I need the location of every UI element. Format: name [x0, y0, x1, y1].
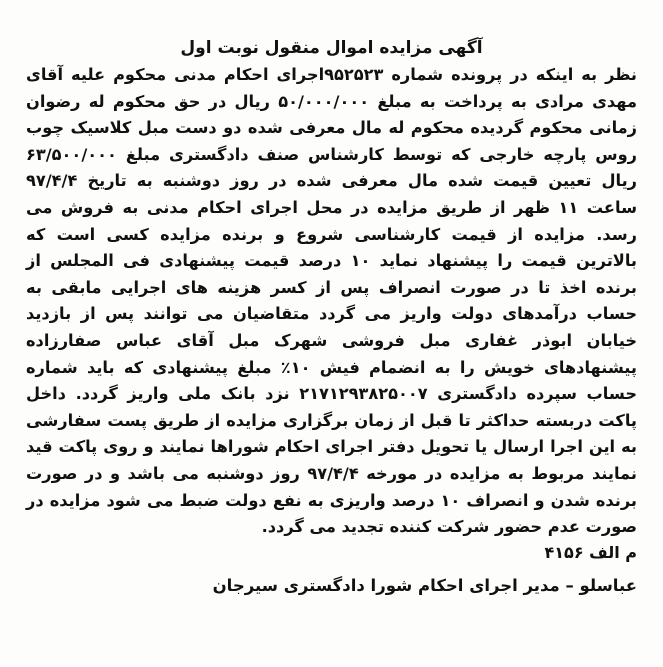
notice-title: آگهی مزایده اموال منقول نوبت اول — [180, 38, 483, 58]
notice-body: نظر به اینکه در پرونده شماره ۹۵۲۵۲۳اجرای احکام مدنی محکوم علیه آقای مهدی مرادی به پرداخت به مبلغ ۵۰/۰۰۰/۰۰۰ ریال در حق محکوم له رضوان زمانی محکوم گردیده محکوم له مال معرفی شده دو دست مبل کلاسیک چوب روس پارچه خارجی که توسط کارشناس صنف دادگستری مبلغ ۶۳/۵۰۰/۰۰۰ ریال تعیین قیمت شده مال معرفی شده در روز دوشنبه به تاریخ ۹۷/۴/۴ ساعت ۱۱ ظهر از طریق مزایده در محل اجرای احکام مدنی به فروش می رسد. مزایده از قیمت کارشناسی شروع و برنده مزایده کسی است که بالاترین قیمت را پیشنهاد نماید ۱۰ درصد قیمت پیشنهادی فی المجلس از برنده اخذ تا در صورت انصراف پس از کسر هزینه های اجرایی مابقی به حساب درآمدهای دولت واریز می گردد متقاضیان می توانند پس از بازدید خیابان ابوذر غفاری مبل فروشی شهرک مبل آقای عباس صفارزاده پیشنهادهای خویش را به انضمام فیش ۱۰٪ مبلغ پیشنهادی که باید شماره حساب سپرده دادگستری ۲۱۷۱۲۹۳۸۲۵۰۰۷ نزد بانک ملی واریز گردد. داخل پاکت دربسته حداکثر تا قبل از زمان برگزاری مزایده از طریق پست سفارشی به این اجرا ارسال یا تحویل دفتر اجرای احکام شوراها نمایند و روی پاکت قید نمایند مربوط به مزایده در مورخه ۹۷/۴/۴ روز دوشنبه می باشد و در صورت برنده شدن و انصراف ۱۰ درصد واریزی به نفع دولت ضبط می شود مزایده در صورت عدم حضور شرکت کننده تجدید می گردد. — [26, 65, 638, 537]
notice-code: م الف ۴۱۵۶ — [544, 542, 637, 562]
notice-signature: عباسلو – مدیر اجرای احکام شورا دادگستری سیرجان — [212, 575, 637, 595]
